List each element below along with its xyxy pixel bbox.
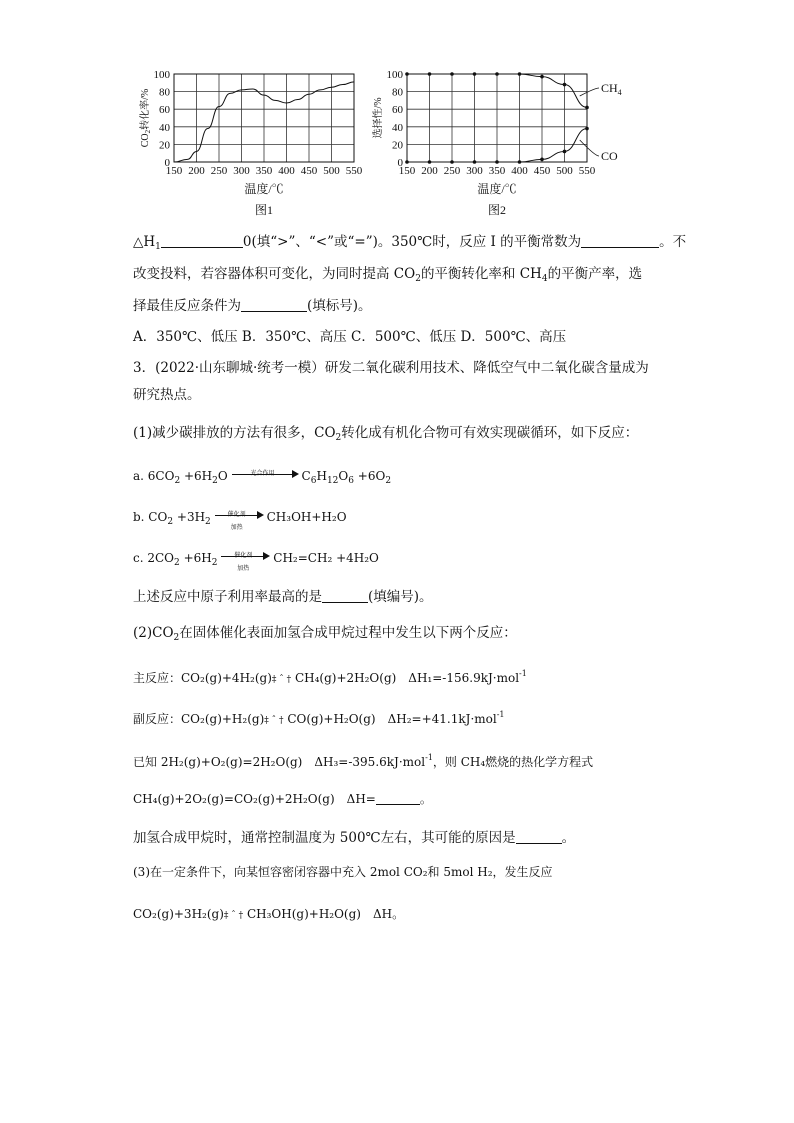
legend-leader-line xyxy=(580,140,599,156)
answer-blank[interactable] xyxy=(581,233,659,248)
answer-blank[interactable] xyxy=(376,790,420,805)
data-point xyxy=(540,75,544,79)
question-line-1: $\triangle H_1$ 0(填“>”、“<”或“=”)。350℃时，反应 I 的平衡常数为 。不 xyxy=(133,234,687,252)
answer-blank[interactable] xyxy=(241,297,307,312)
x-axis-label: 温度/℃ xyxy=(477,182,517,196)
data-point xyxy=(495,72,499,76)
y-axis-label: $CO_2$转化率/% xyxy=(140,88,152,148)
main-reaction: 主反应：CO₂(g)+4H₂(g)‡ ˆ † CH₄(g)+2H₂O(g) ΔH₁=-156.9kJ·mol$^{-1}$ xyxy=(133,669,527,685)
figure-caption: 图1 xyxy=(254,203,274,217)
y-tick-label: 100 xyxy=(386,69,403,81)
series-label: $CH_4$ xyxy=(601,81,622,97)
data-point xyxy=(450,72,454,76)
y-tick-label: 60 xyxy=(159,104,170,117)
x-tick-label: 350 xyxy=(255,165,273,177)
part-1-intro: (1)减少碳排放的方法有很多，$CO_2$转化成有机化合物可有效实现碳循环，如下反应： xyxy=(133,425,639,443)
question-line-2: 改变投料，若容器体积可变化，为同时提高 $CO_2$的平衡转化率和 $CH_4$的平衡产率，选 xyxy=(133,266,643,284)
data-point xyxy=(563,150,567,154)
chart-co2-conversion xyxy=(130,60,370,230)
data-point xyxy=(405,160,409,164)
x-tick-label: 250 xyxy=(443,165,461,177)
x-tick-label: 250 xyxy=(210,165,228,177)
figures xyxy=(130,60,630,230)
y-tick-label: 60 xyxy=(392,104,403,117)
y-tick-label: 80 xyxy=(159,86,170,99)
x-tick-label: 400 xyxy=(511,165,528,177)
part-2-q2: 加氢合成甲烷时，通常控制温度为 500℃左右，其可能的原因是 。 xyxy=(133,830,576,846)
x-axis-label: 温度/℃ xyxy=(244,182,284,196)
x-tick-label: 400 xyxy=(278,165,295,177)
reaction-arrow: 光合作用 xyxy=(232,468,302,482)
x-tick-label: 350 xyxy=(488,165,506,177)
part-2-q1-eq: CH₄(g)+2O₂(g)=CO₂(g)+2H₂O(g) ΔH= 。 xyxy=(133,792,432,806)
x-tick-label: 550 xyxy=(345,165,363,177)
data-point xyxy=(563,83,567,87)
y-tick-label: 40 xyxy=(159,121,170,134)
y-tick-label: 100 xyxy=(153,69,170,81)
x-tick-label: 450 xyxy=(300,165,318,177)
reaction-arrow: 催化剂 加热 xyxy=(221,550,273,564)
y-tick-label: 80 xyxy=(392,86,403,99)
figure-caption: 图2 xyxy=(487,203,507,217)
series-label: CO xyxy=(601,149,618,163)
y-tick-label: 40 xyxy=(392,121,403,134)
question-3-header: 3．(2022·山东聊城·统考一模）研发二氧化碳利用技术、降低空气中二氧化碳含量成为 xyxy=(133,360,649,376)
data-point xyxy=(540,158,544,162)
answer-blank[interactable] xyxy=(322,588,368,603)
reaction-arrow: 催化剂 加热 xyxy=(215,509,267,523)
data-point xyxy=(405,72,409,76)
data-point xyxy=(495,160,499,164)
part-1-question: 上述反应中原子利用率最高的是 (填编号)。 xyxy=(133,589,433,605)
part-2-intro: $(2)CO_2$在固体催化表面加氢合成甲烷过程中发生以下两个反应： xyxy=(133,625,517,643)
x-tick-label: 200 xyxy=(421,165,438,177)
options-line: A．350℃、低压 B．350℃、高压 C．500℃、低压 D．500℃、高压 xyxy=(133,329,567,345)
answer-blank[interactable] xyxy=(161,233,243,248)
data-point xyxy=(428,72,432,76)
x-tick-label: 450 xyxy=(533,165,551,177)
data-point xyxy=(428,160,432,164)
y-axis-label: 选择性/% xyxy=(373,97,384,139)
data-point xyxy=(450,160,454,164)
x-tick-label: 300 xyxy=(466,165,483,177)
x-tick-label: 550 xyxy=(578,165,596,177)
x-tick-label: 500 xyxy=(323,165,340,177)
answer-blank[interactable] xyxy=(516,829,562,844)
data-point xyxy=(585,127,589,131)
reaction-a: a. $6CO_2 +6H_2O$ 光合作用 $C_6H_{12}O_6 +6O_2$ xyxy=(133,469,392,486)
x-tick-label: 500 xyxy=(556,165,573,177)
x-tick-label: 300 xyxy=(233,165,250,177)
x-tick-label: 150 xyxy=(165,165,183,177)
chart-selectivity xyxy=(375,60,630,230)
data-point xyxy=(518,72,522,76)
y-tick-label: 20 xyxy=(159,139,170,152)
data-point xyxy=(585,106,589,110)
data-point xyxy=(473,72,477,76)
data-point xyxy=(518,160,522,164)
x-tick-label: 150 xyxy=(398,165,416,177)
part-2-q1: 已知 2H₂(g)+O₂(g)=2H₂O(g) ΔH₃=-395.6kJ·mol$^{-1}$，则 CH₄燃烧的热化学方程式 xyxy=(133,753,594,769)
question-line-3: 择最佳反应条件为 (填标号)。 xyxy=(133,298,372,314)
reaction-b: b. $CO_2 +3H_2$ 催化剂 加热 CH₃OH+H₂O xyxy=(133,510,347,531)
data-point xyxy=(473,160,477,164)
part-3-intro: (3)在一定条件下，向某恒容密闭容器中充入 2mol CO₂和 5mol H₂，发生反应 xyxy=(133,865,553,879)
part-3-reaction: CO₂(g)+3H₂(g)‡ ˆ † CH₃OH(g)+H₂O(g) ΔH。 xyxy=(133,907,405,921)
x-tick-label: 200 xyxy=(188,165,205,177)
question-3-header-cont: 研究热点。 xyxy=(133,387,201,403)
y-tick-label: 20 xyxy=(392,139,403,152)
y-tick-label: 0 xyxy=(164,157,170,169)
y-tick-label: 0 xyxy=(397,157,403,169)
reaction-c: c. $2CO_2 +6H_2$ 催化剂 加热 CH₂=CH₂ +4H₂O xyxy=(133,551,379,572)
side-reaction: 副反应：CO₂(g)+H₂(g)‡ ˆ † CO(g)+H₂O(g) ΔH₂=+41.1kJ·mol$^{-1}$ xyxy=(133,710,505,726)
